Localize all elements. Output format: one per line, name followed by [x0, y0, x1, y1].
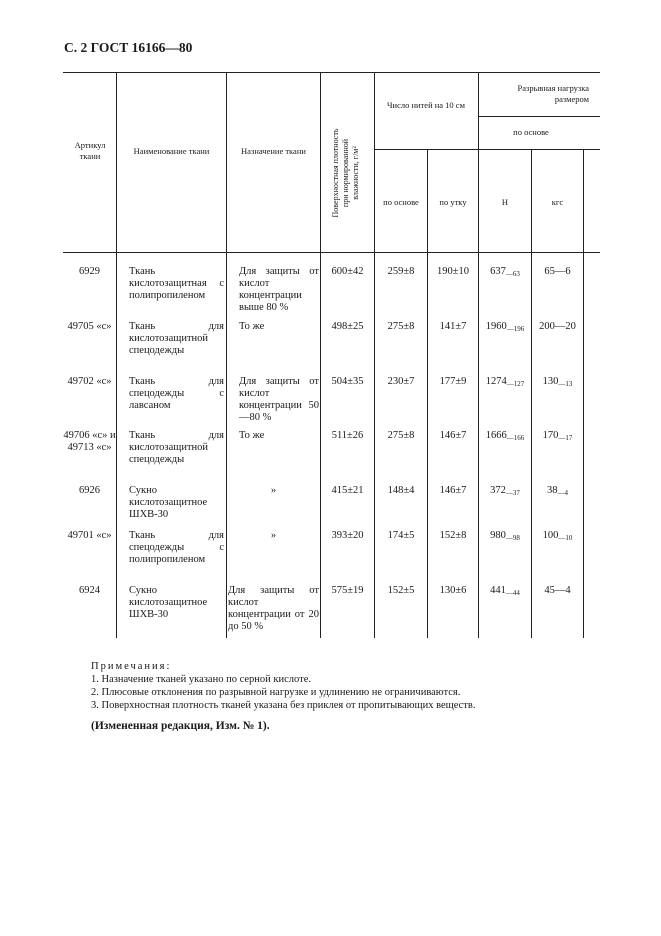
note-item-3: 3. Поверхностная плотность тканей указана без приклея от пропитывающих веществ.	[91, 700, 476, 711]
header-threads: Число нитей на 10 см	[387, 100, 465, 110]
cell-article: 49702 «с»	[67, 376, 112, 387]
cell-name: Ткань для спецодежды с полипропиленом	[129, 530, 224, 565]
cell-density: 498±25	[331, 321, 364, 332]
cell-density: 415±21	[331, 485, 364, 496]
note-item-1: 1. Назначение тканей указано по серной кислоте.	[91, 674, 311, 685]
load-n-tolerance: —63	[505, 270, 520, 278]
load-kgf-tolerance: —13	[558, 380, 573, 388]
cell-article: 6924	[79, 585, 100, 596]
header-name: Наименование ткани	[133, 146, 210, 156]
edit-note: (Измененная редакция, Изм. № 1).	[91, 720, 270, 732]
cell-name: Ткань для кислотозащитной спецодежды	[129, 430, 224, 465]
load-kgf-tolerance: —10	[558, 534, 573, 542]
cell-weft: 190±10	[436, 266, 469, 277]
cell-weft: 141±7	[439, 321, 467, 332]
cell-load-kgf	[532, 321, 583, 335]
load-kgf-tolerance: —17	[558, 434, 573, 442]
cell-name: Сукно кислотозащитное ШХВ-30	[129, 585, 208, 620]
cell-warp: 174±5	[387, 530, 415, 541]
cell-load-n	[479, 585, 531, 599]
cell-warp: 275±8	[387, 321, 415, 332]
header-density-line1: Поверхностная плотность	[331, 128, 340, 218]
cell-weft: 146±7	[439, 485, 467, 496]
load-kgf-value: 45—4	[544, 585, 571, 596]
load-n-value: 637	[490, 266, 506, 277]
cell-purpose: »	[270, 485, 277, 496]
cell-load-kgf	[532, 485, 583, 499]
cell-load-kgf	[532, 266, 583, 280]
notes	[91, 660, 475, 712]
header-load-warp: по основе	[513, 127, 549, 137]
col-rule-8	[583, 149, 584, 638]
table-top-rule	[63, 72, 600, 73]
header-threads-weft: по утку	[439, 197, 467, 207]
cell-load-n	[479, 530, 531, 544]
cell-name: Ткань для кислотозащитной спецодежды	[129, 321, 224, 356]
load-n-value: 1960	[485, 321, 507, 332]
cell-purpose: Для защиты от кислот концентрации от 20 до 50 %	[228, 585, 319, 632]
load-kgf-value: 38	[547, 485, 558, 496]
load-kgf-value: 100	[542, 530, 559, 541]
fabric-table	[63, 72, 600, 638]
cell-purpose: То же	[239, 430, 265, 441]
header-density-line3: влажности, г/м²	[351, 146, 360, 200]
load-n-value: 1274	[485, 376, 507, 387]
header-threads-warp: по основе	[383, 197, 419, 207]
load-kgf-value: 200—20	[539, 321, 576, 332]
load-n-value: 1666	[485, 430, 507, 441]
notes-title: Примечания:	[91, 661, 172, 672]
cell-density: 504±35	[331, 376, 364, 387]
col-rule-7	[531, 149, 532, 638]
cell-name: Ткань для спецодежды с лавсаном	[129, 376, 224, 411]
cell-density: 511±26	[331, 430, 364, 441]
cell-weft: 152±8	[439, 530, 467, 541]
cell-density: 393±20	[331, 530, 364, 541]
cell-warp: 259±8	[387, 266, 415, 277]
load-n-tolerance: —98	[505, 534, 520, 542]
cell-load-n	[479, 266, 531, 280]
load-n-tolerance: —44	[505, 589, 520, 597]
cell-article: 49701 «с»	[67, 530, 112, 541]
header-bottom-rule	[63, 252, 600, 253]
cell-name: Ткань кислотозащитная с полипропиленом	[129, 266, 224, 301]
load-kgf-value: 65—6	[544, 266, 571, 277]
cell-warp: 152±5	[387, 585, 415, 596]
header-density	[331, 113, 363, 233]
cell-article: 49706 «с» и 49713 «с»	[63, 430, 116, 453]
cell-load-kgf	[532, 430, 583, 444]
load-subheader-rule	[478, 116, 600, 117]
cell-purpose: То же	[239, 321, 265, 332]
threads-subheader-rule	[374, 149, 600, 150]
header-unit-kgf: кгс	[551, 197, 564, 207]
cell-purpose: »	[270, 530, 277, 541]
cell-purpose: Для защиты от кислот концентрации 50—80 %	[239, 376, 319, 423]
note-item-2: 2. Плюсовые отклонения по разрывной нагрузке и удлинению не ограничиваются.	[91, 687, 461, 698]
load-n-tolerance: —37	[505, 489, 520, 497]
cell-density: 600±42	[331, 266, 364, 277]
cell-load-kgf	[532, 376, 583, 390]
cell-load-kgf	[532, 585, 583, 599]
header-load: Разрывная нагрузка размером	[517, 83, 589, 104]
cell-load-n	[479, 376, 531, 390]
cell-warp: 230±7	[387, 376, 415, 387]
load-kgf-value: 130	[542, 376, 559, 387]
col-rule-3	[320, 72, 321, 638]
cell-weft: 130±6	[439, 585, 467, 596]
cell-load-kgf	[532, 530, 583, 544]
col-rule-1	[116, 72, 117, 638]
cell-load-n	[479, 321, 531, 335]
cell-weft: 177±9	[439, 376, 467, 387]
load-n-value: 441	[490, 585, 506, 596]
page-header: С. 2 ГОСТ 16166—80	[64, 40, 193, 55]
col-rule-2	[226, 72, 227, 638]
cell-article: 6926	[79, 485, 100, 496]
load-n-value: 372	[490, 485, 506, 496]
header-density-line2: при нормированной	[341, 138, 350, 208]
load-n-tolerance: —166	[506, 434, 525, 442]
cell-load-n	[479, 430, 531, 444]
col-rule-6	[478, 72, 479, 638]
cell-name: Сукно кислотозащитное ШХВ-30	[129, 485, 208, 520]
load-n-tolerance: —127	[506, 380, 525, 388]
cell-purpose: Для защиты от кислот концентрации выше 80 %	[239, 266, 319, 313]
header-article: Артикул ткани	[74, 140, 106, 161]
cell-warp: 275±8	[387, 430, 415, 441]
col-rule-5	[427, 149, 428, 638]
cell-warp: 148±4	[387, 485, 415, 496]
cell-article: 49705 «с»	[67, 321, 112, 332]
load-kgf-tolerance: —4	[557, 489, 568, 497]
header-unit-n: Н	[501, 197, 509, 207]
cell-load-n	[479, 485, 531, 499]
load-n-value: 980	[490, 530, 506, 541]
cell-article: 6929	[79, 266, 100, 277]
cell-weft: 146±7	[439, 430, 467, 441]
col-rule-4	[374, 72, 375, 638]
load-n-tolerance: —196	[506, 325, 525, 333]
load-kgf-value: 170	[542, 430, 559, 441]
cell-density: 575±19	[331, 585, 364, 596]
header-purpose: Назначение ткани	[241, 146, 306, 156]
